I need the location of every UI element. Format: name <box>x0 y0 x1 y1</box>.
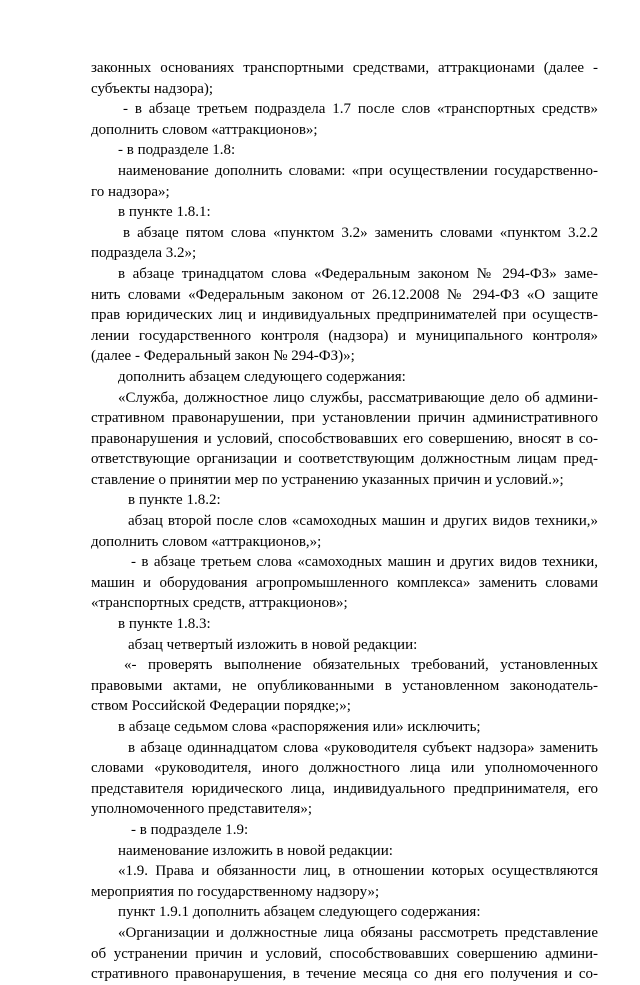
text-line: об устранении причин и условий, способствовавших совершению админи- <box>91 945 598 962</box>
text-line: словами «руководителя, иного должностного лица или уполномоченного <box>91 760 598 777</box>
text-line: абзац второй после слов «самоходных машин и других видов техники,» <box>128 513 598 530</box>
text-line: нить словами «Федеральным законом от 26.12.2008 № 294-ФЗ «О защите <box>91 286 598 303</box>
text-line: в абзаце пятом слова «пунктом 3.2» заменить словами «пунктом 3.2.2 <box>123 224 598 241</box>
text-line: «- проверять выполнение обязательных требований, установленных <box>124 657 598 674</box>
text-line: машин и оборудования агропромышленного комплекса» заменить словами <box>91 574 598 591</box>
text-line: дополнить словом «аттракционов,»; <box>91 533 322 550</box>
text-line: в абзаце тринадцатом слова «Федеральным законом № 294-ФЗ» заме- <box>118 265 598 282</box>
text-line: ответствующие организации и соответствующим должностным лицам пред- <box>91 451 598 468</box>
text-line: «транспортных средств, аттракционов»; <box>91 595 348 612</box>
text-line: наименование изложить в новой редакции: <box>118 842 393 859</box>
text-line: го надзора»; <box>91 183 170 200</box>
text-line: «1.9. Права и обязанности лиц, в отношении которых осуществляются <box>118 863 598 880</box>
text-line: в пункте 1.8.3: <box>118 616 211 633</box>
text-line: субъекты надзора); <box>91 80 214 97</box>
text-line: лении государственного контроля (надзора) и муниципального контроля» <box>91 327 598 344</box>
text-line: - в абзаце третьем подраздела 1.7 после слов «транспортных средств» <box>123 101 598 118</box>
text-line: - в подразделе 1.9: <box>131 821 249 838</box>
text-line: прав юридических лиц и индивидуальных предпринимателей при осуществ- <box>91 307 598 324</box>
text-line: наименование дополнить словами: «при осуществлении государственно- <box>118 162 598 179</box>
text-line: ством Российской Федерации порядке;»; <box>91 698 351 715</box>
text-line: дополнить словом «аттракционов»; <box>91 121 318 138</box>
text-line: в пункте 1.8.1: <box>118 204 211 221</box>
text-line: правонарушения и условий, способствовавших его совершению, вносят в со- <box>91 430 598 447</box>
text-line: мероприятия по государственному надзору»; <box>91 883 380 900</box>
text-line: в абзаце седьмом слова «распоряжения или» исключить; <box>118 719 481 735</box>
text-line: пункт 1.9.1 дополнить абзацем следующего содержания: <box>118 904 481 921</box>
text-line: представителя юридического лица, индивидуального предпринимателя, его <box>91 780 598 797</box>
text-line: подраздела 3.2»; <box>91 245 197 262</box>
text-line: дополнить абзацем следующего содержания: <box>118 368 406 385</box>
text-line: в абзаце одиннадцатом слова «руководителя субъект надзора» заменить <box>128 739 598 756</box>
text-line: законных основаниях транспортными средствами, аттракционами (далее - <box>91 60 598 76</box>
text-line: стративном правонарушении, при установлении причин административного <box>91 410 598 427</box>
text-line: правовыми актами, не опубликованными в установленном законодатель- <box>91 677 598 694</box>
text-line: «Служба, должностное лицо службы, рассматривающие дело об админи- <box>118 389 598 406</box>
text-line: (далее - Федеральный закон № 294-ФЗ)»; <box>91 348 355 365</box>
text-line: - в абзаце третьем слова «самоходных машин и других видов техники, <box>131 554 598 571</box>
text-line: ставление о принятии мер по устранению указанных причин и условий.»; <box>91 471 564 488</box>
text-line: абзац четвертый изложить в новой редакции: <box>128 636 418 653</box>
text-line: уполномоченного представителя»; <box>91 801 312 818</box>
text-line: «Организации и должностные лица обязаны рассмотреть представление <box>118 924 598 941</box>
text-line: в пункте 1.8.2: <box>128 492 221 509</box>
text-line: - в подразделе 1.8: <box>118 142 236 159</box>
text-line: стративного правонарушения, в течение месяца со дня его получения и со- <box>91 966 598 983</box>
